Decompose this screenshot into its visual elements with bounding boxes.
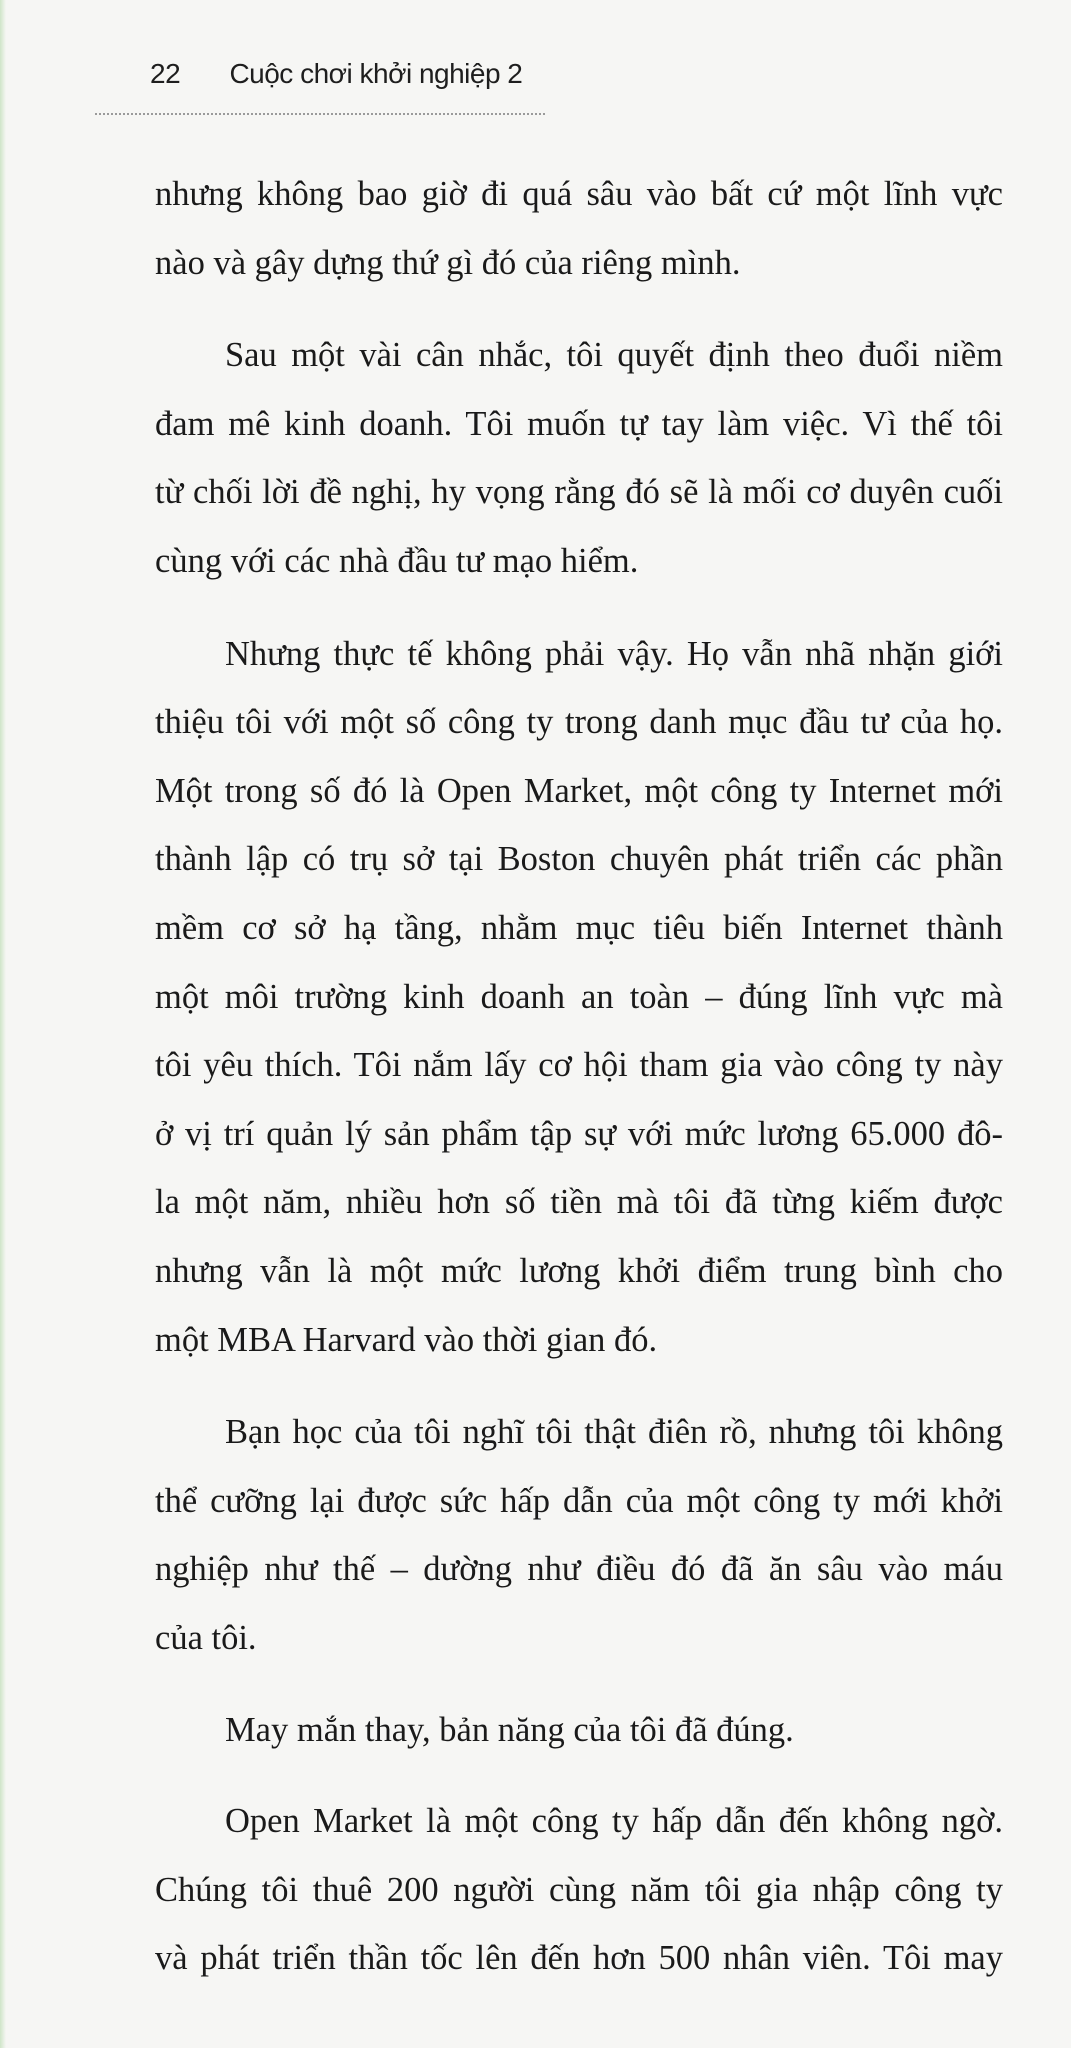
text-line: và phát triển thần tốc lên đến hơn 500 nhân viên. Tôi may [155, 1939, 1003, 1978]
paragraph [155, 321, 1003, 595]
text-line: Một trong số đó là Open Market, một công ty Internet mới [155, 771, 1003, 810]
header-dotted-rule [95, 113, 545, 115]
text-line: Open Market là một công ty hấp dẫn đến không ngờ. [225, 1802, 1003, 1841]
text-line: Nhưng thực tế không phải vậy. Họ vẫn nhã nhặn giới [225, 634, 1003, 673]
text-line: một MBA Harvard vào thời gian đó. [155, 1320, 658, 1359]
text-line: nghiệp như thế – dường như điều đó đã ăn sâu vào máu [155, 1550, 1003, 1589]
text-line: cùng với các nhà đầu tư mạo hiểm. [155, 541, 639, 580]
text-line: thể cưỡng lại được sức hấp dẫn của một công ty mới khởi [155, 1481, 1003, 1520]
running-header [150, 58, 522, 90]
text-line: từ chối lời đề nghị, hy vọng rằng đó sẽ là mối cơ duyên cuối [155, 473, 1003, 512]
text-line: đam mê kinh doanh. Tôi muốn tự tay làm việc. Vì thế tôi [155, 404, 1003, 443]
text-line: thành lập có trụ sở tại Boston chuyên phát triển các phần [155, 840, 1003, 879]
page-number: 22 [150, 58, 181, 89]
page-edge-shadow [0, 0, 6, 2048]
text-line: la một năm, nhiều hơn số tiền mà tôi đã từng kiếm được [155, 1183, 1003, 1222]
text-line: Bạn học của tôi nghĩ tôi thật điên rồ, nhưng tôi không [225, 1413, 1003, 1452]
text-line: Sau một vài cân nhắc, tôi quyết định theo đuổi niềm [225, 336, 1003, 375]
body-text [155, 160, 1003, 1993]
paragraph [155, 1398, 1003, 1672]
text-line: Chúng tôi thuê 200 người cùng năm tôi gia nhập công ty [155, 1870, 1003, 1909]
text-line: nhưng không bao giờ đi quá sâu vào bất cứ một lĩnh vực [155, 175, 1003, 213]
running-title: Cuộc chơi khởi nghiệp 2 [229, 58, 523, 89]
text-line: May mắn thay, bản năng của tôi đã đúng. [225, 1711, 794, 1750]
text-line: ở vị trí quản lý sản phẩm tập sự với mức lương 65.000 đô- [155, 1114, 1003, 1153]
paragraph [155, 160, 1003, 297]
paragraph [155, 1787, 1003, 1993]
text-line: một môi trường kinh doanh an toàn – đúng lĩnh vực mà [155, 977, 1003, 1016]
text-line: mềm cơ sở hạ tầng, nhằm mục tiêu biến Internet thành [155, 908, 1003, 947]
text-line: tôi yêu thích. Tôi nắm lấy cơ hội tham gia vào công ty này [155, 1046, 1003, 1085]
text-line: của tôi. [155, 1618, 257, 1657]
paragraph [155, 1696, 1003, 1765]
paragraph [155, 620, 1003, 1375]
text-line: nhưng vẫn là một mức lương khởi điểm trung bình cho [155, 1251, 1003, 1290]
text-line: thiệu tôi với một số công ty trong danh mục đầu tư của họ. [155, 703, 1003, 742]
text-line: nào và gây dựng thứ gì đó của riêng mình. [155, 243, 741, 282]
